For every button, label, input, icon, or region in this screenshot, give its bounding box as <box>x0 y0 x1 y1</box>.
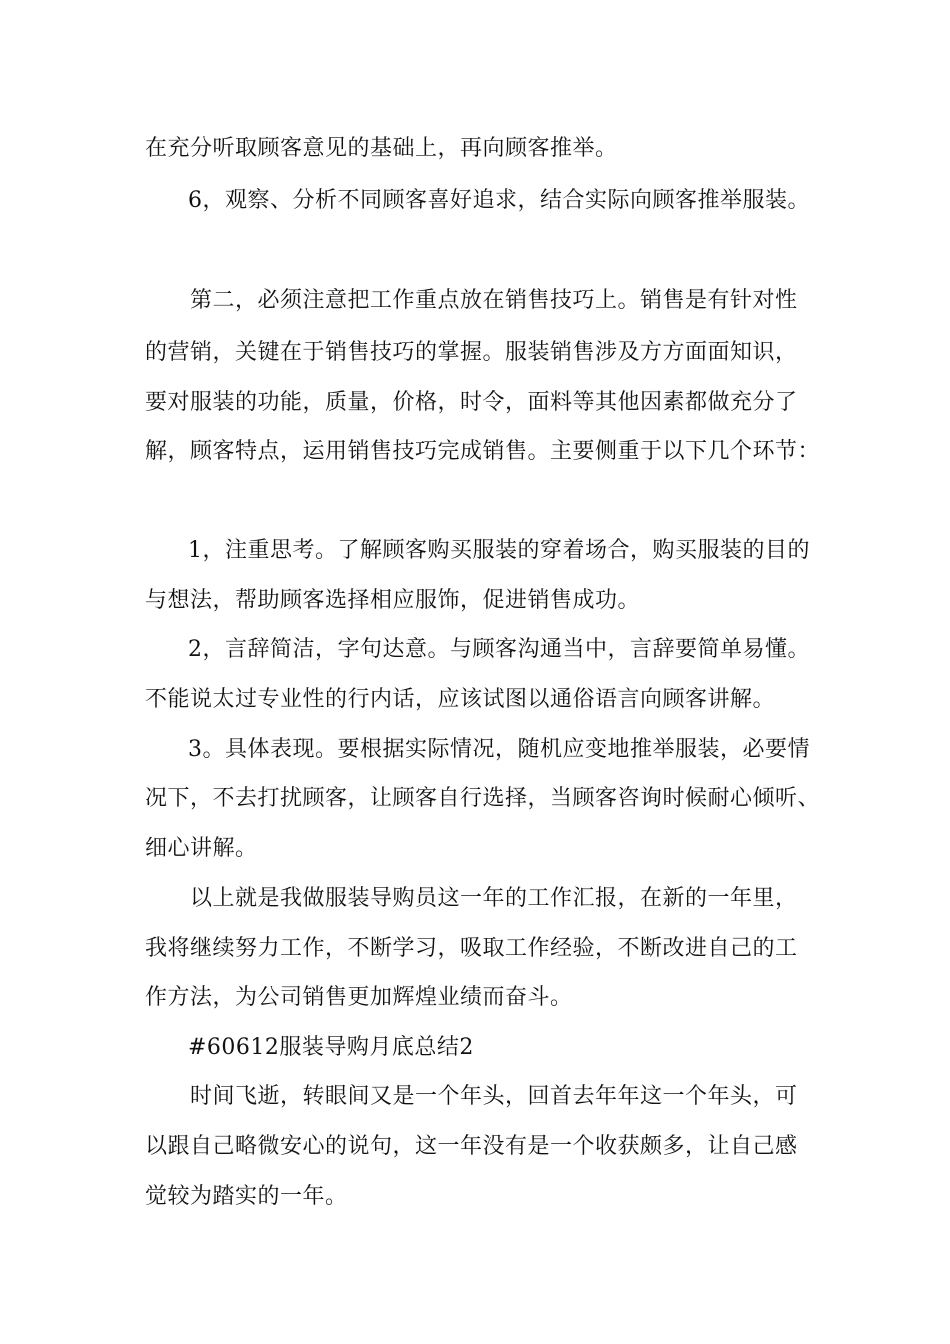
text-line: 作方法，为公司销售更加辉煌业绩而奋斗。 <box>145 985 573 1010</box>
text-line: 6，观察、分析不同顾客喜好追求，结合实际向顾客推举服装。 <box>188 188 810 213</box>
text-line: 的营销，关键在于销售技巧的掌握。服装销售涉及方方面面知识， <box>145 340 798 365</box>
text-line: 2，言辞简洁，字句达意。与顾客沟通当中，言辞要简单易懂。 <box>188 637 810 662</box>
text-line: 要对服装的功能，质量，价格，时令，面料等其他因素都做充分了 <box>145 390 798 415</box>
text-line: 细心讲解。 <box>145 836 258 861</box>
text-line: 与想法，帮助顾客选择相应服饰，促进销售成功。 <box>145 588 641 613</box>
text-line: 时间飞逝，转眼间又是一个年头，回首去年年这一个年头，可 <box>190 1084 798 1109</box>
text-line: 3。具体表现。要根据实际情况，随机应变地推举服装，必要情 <box>188 737 810 762</box>
text-line: 我将继续努力工作，不断学习，吸取工作经验，不断改进自己的工 <box>145 936 798 961</box>
text-line: 在充分听取顾客意见的基础上，再向顾客推举。 <box>145 136 618 161</box>
text-line: 觉较为踏实的一年。 <box>145 1184 348 1209</box>
text-line: 1，注重思考。了解顾客购买服装的穿着场合，购买服装的目的 <box>188 538 810 563</box>
text-line: 不能说太过专业性的行内话，应该试图以通俗语言向顾客讲解。 <box>145 687 776 712</box>
text-line: 以跟自己略微安心的说句，这一年没有是一个收获颇多，让自己感 <box>145 1134 798 1159</box>
text-line: 以上就是我做服装导购员这一年的工作汇报，在新的一年里， <box>190 886 798 911</box>
text-line: 况下，不去打扰顾客，让顾客自行选择，当顾客咨询时候耐心倾听、 <box>145 786 821 811</box>
section-heading: #60612服装导购月底总结2 <box>188 1035 474 1060</box>
text-line: 解，顾客特点，运用销售技巧完成销售。主要侧重于以下几个环节： <box>145 439 821 464</box>
text-line: 第二，必须注意把工作重点放在销售技巧上。销售是有针对性 <box>190 288 798 313</box>
